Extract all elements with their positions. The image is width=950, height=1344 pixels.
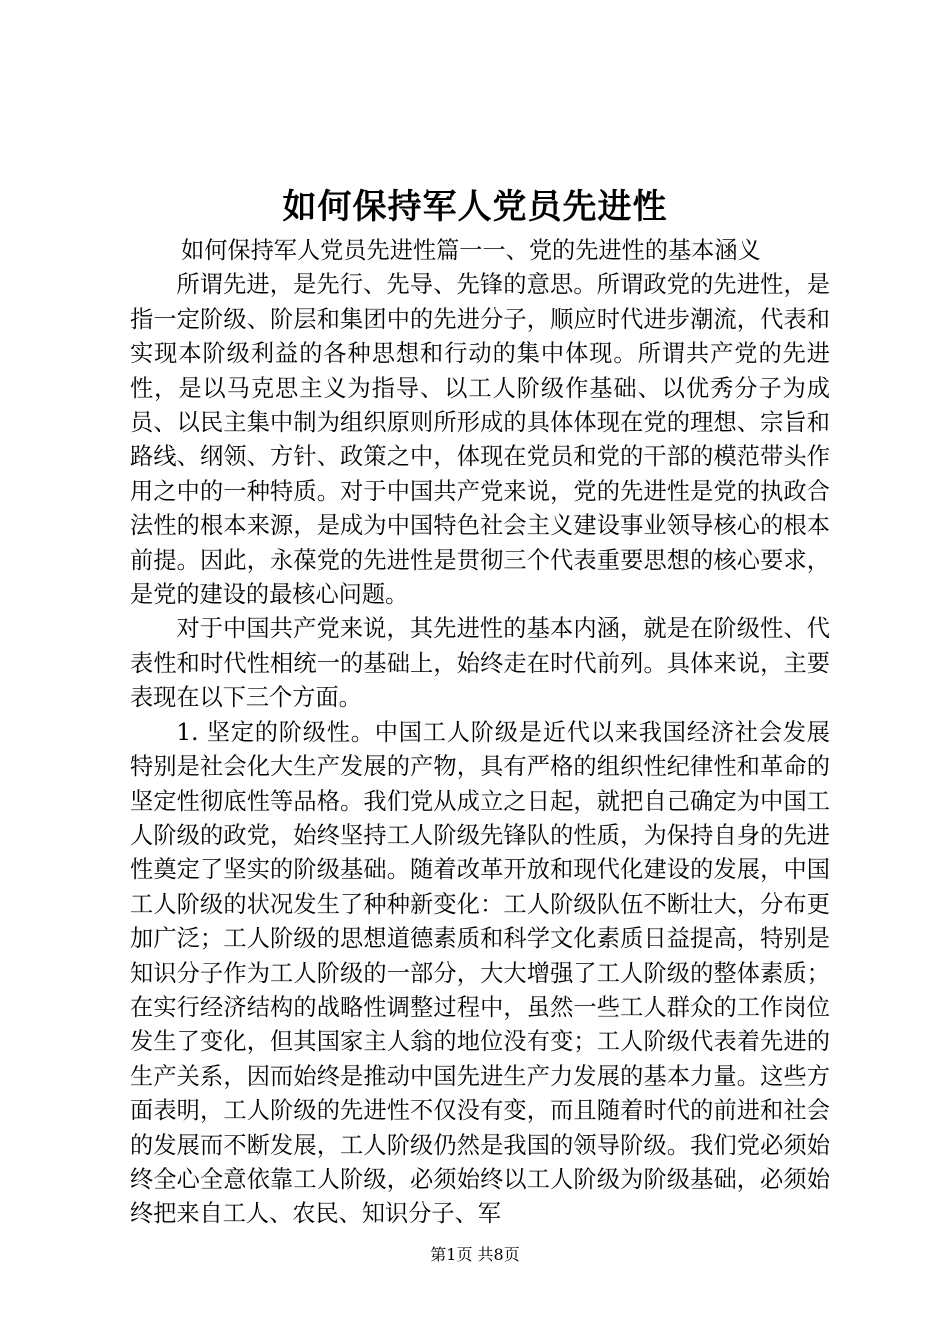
- page-total: 共8页: [477, 1245, 520, 1264]
- paragraph-connotation: 对于中国共产党来说，其先进性的基本内涵，就是在阶级性、代表性和时代性相统一的基础上，始终走在时代前列。具体来说，主要表现在以下三个方面。: [130, 615, 830, 712]
- page-number: 第1页: [430, 1245, 473, 1264]
- page-footer: [0, 1243, 950, 1267]
- paragraph-class-nature: 1. 坚定的阶级性。中国工人阶级是近代以来我国经济社会发展特别是社会化大生产发展的产物，具有严格的组织性纪律性和革命的坚定性彻底性等品格。我们党从成立之日起，就把自己确定为中国工人阶级的政党，始终坚持工人阶级先锋队的性质，为保持自身的先进性奠定了坚实的阶级基础。随着改革开放和现代化建设的发展，中国工人阶级的状况发生了种种新变化：工人阶级队伍不断壮大，分布更加广泛；工人阶级的思想道德素质和科学文化素质日益提高，特别是知识分子作为工人阶级的一部分，大大增强了工人阶级的整体素质；在实行经济结构的战略性调整过程中，虽然一些工人群众的工作岗位发生了变化，但其国家主人翁的地位没有变；工人阶级代表着先进的生产关系，因而始终是推动中国先进生产力发展的基本力量。这些方面表明，工人阶级的先进性不仅没有变，而且随着时代的前进和社会的发展而不断发展，工人阶级仍然是我国的领导阶级。我们党必须始终全心全意依靠工人阶级，必须始终以工人阶级为阶级基础，必须始终把来自工人、农民、知识分子、军: [130, 718, 830, 1228]
- document-title: 如何保持军人党员先进性: [282, 187, 668, 227]
- paragraph-definition: 所谓先进，是先行、先导、先锋的意思。所谓政党的先进性，是指一定阶级、阶层和集团中的先进分子，顺应时代进步潮流，代表和实现本阶级利益的各种思想和行动的集中体现。所谓共产党的先进性，是以马克思主义为指导、以工人阶级作基础、以优秀分子为成员、以民主集中制为组织原则所形成的具体体现在党的理想、宗旨和路线、纲领、方针、政策之中，体现在党员和党的干部的模范带头作用之中的一种特质。对于中国共产党来说，党的先进性是党的执政合法性的根本来源，是成为中国特色社会主义建设事业领导核心的根本前提。因此，永葆党的先进性是贯彻三个代表重要思想的核心要求，是党的建设的最核心问题。: [130, 271, 830, 609]
- document-body: [130, 234, 830, 1232]
- paragraph-intro: 如何保持军人党员先进性篇一一、党的先进性的基本涵义: [181, 237, 761, 264]
